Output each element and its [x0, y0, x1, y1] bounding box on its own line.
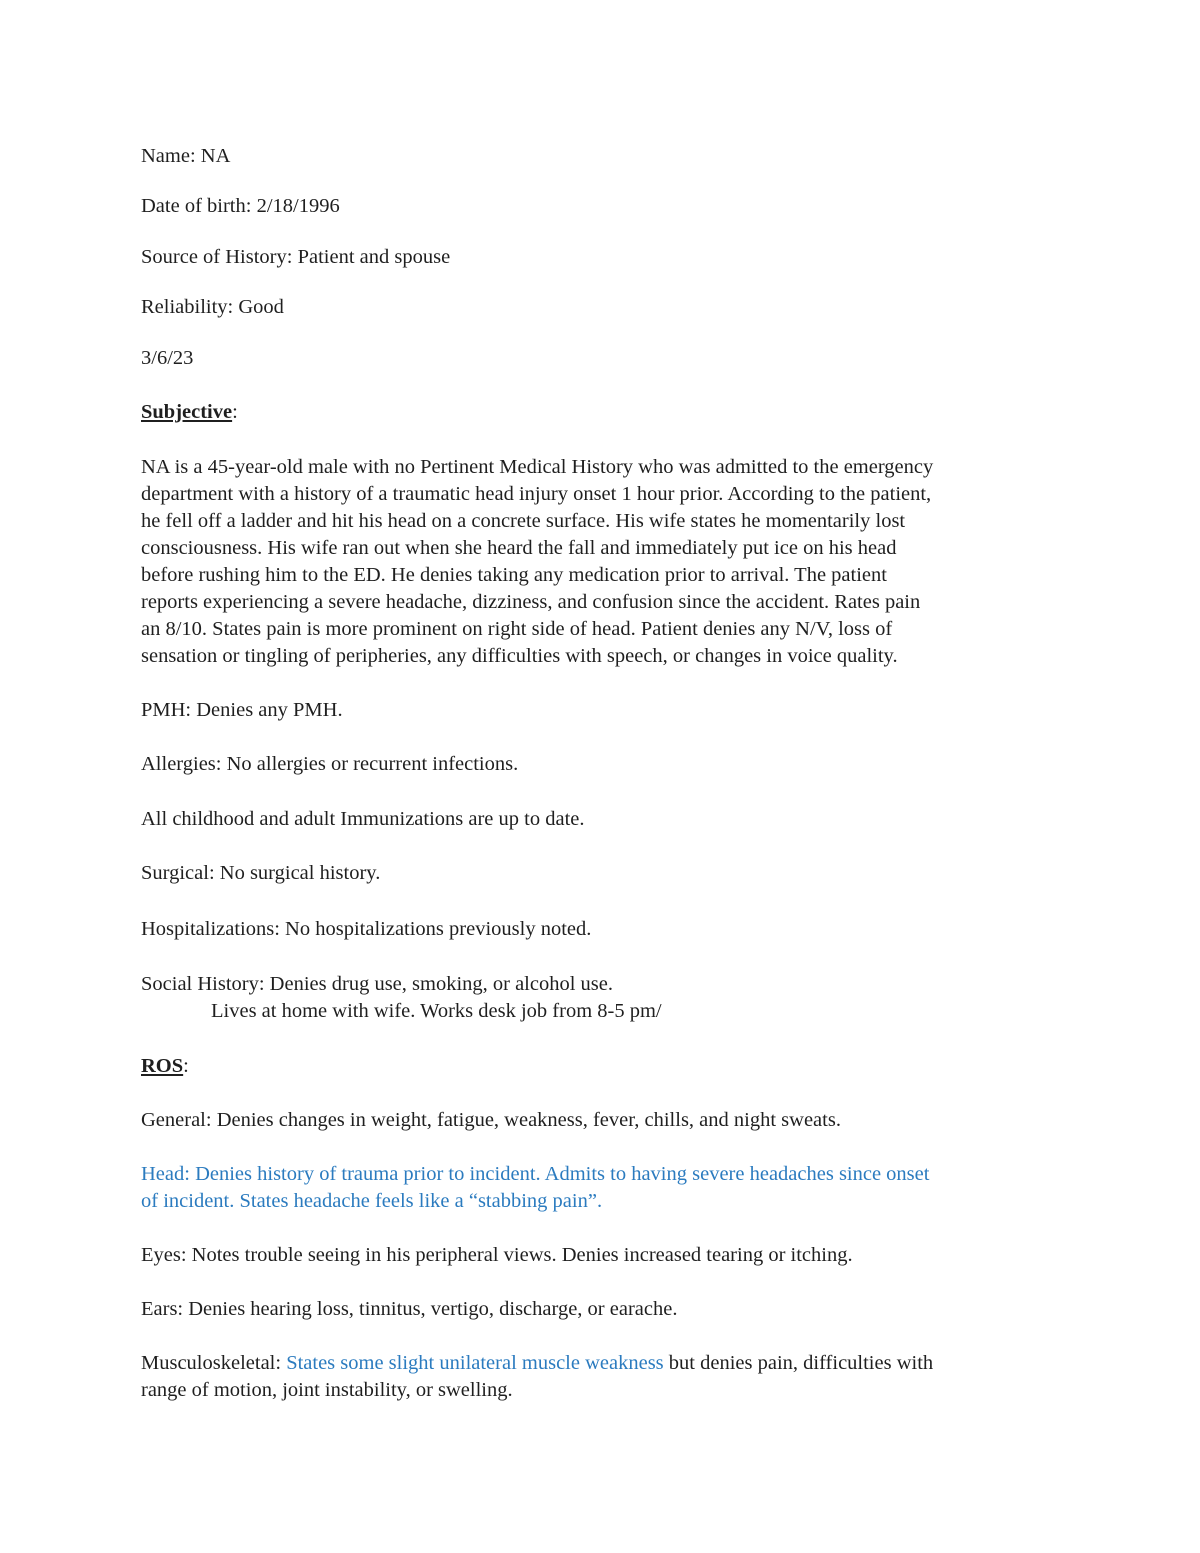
- ros-head-line: of incident. States headache feels like a “stabbing pain”.: [141, 1190, 603, 1212]
- ros-colon: :: [183, 1055, 189, 1077]
- immunizations: All childhood and adult Immunizations are up to date.: [141, 808, 585, 830]
- subjective-heading: Subjective: [141, 401, 233, 423]
- musculoskeletal-rest: but denies pain, difficulties with: [663, 1352, 934, 1374]
- allergies: Allergies: No allergies or recurrent infections.: [141, 753, 519, 775]
- pmh: PMH: Denies any PMH.: [141, 699, 343, 721]
- source-of-history: Source of History: Patient and spouse: [141, 246, 451, 268]
- ros-heading: ROS: [141, 1055, 184, 1077]
- musculoskeletal-highlight: States some slight unilateral muscle weakness: [286, 1352, 664, 1374]
- ros-musculoskeletal-line: [141, 1350, 933, 1377]
- hpi-line: department with a history of a traumatic head injury onset 1 hour prior. According to the patient,: [141, 483, 932, 505]
- visit-date: 3/6/23: [141, 347, 194, 369]
- hpi-line: sensation or tingling of peripheries, any difficulties with speech, or changes in voice quality.: [141, 645, 898, 667]
- social-history-detail: Lives at home with wife. Works desk job from 8-5 pm/: [211, 1000, 662, 1022]
- ros-ears: Ears: Denies hearing loss, tinnitus, vertigo, discharge, or earache.: [141, 1298, 678, 1320]
- ros-general: General: Denies changes in weight, fatigue, weakness, fever, chills, and night sweats.: [141, 1109, 841, 1131]
- surgical-history: Surgical: No surgical history.: [141, 862, 381, 884]
- subjective-colon: :: [232, 401, 238, 423]
- social-history: Social History: Denies drug use, smoking, or alcohol use.: [141, 973, 614, 995]
- ros-musculoskeletal-line: range of motion, joint instability, or swelling.: [141, 1379, 513, 1401]
- hpi-line: consciousness. His wife ran out when she heard the fall and immediately put ice on his head: [141, 537, 897, 559]
- ros-heading-line: [141, 1053, 189, 1080]
- date-of-birth: Date of birth: 2/18/1996: [141, 195, 340, 217]
- hpi-line: he fell off a ladder and hit his head on a concrete surface. His wife states he momentarily lost: [141, 510, 906, 532]
- ros-eyes: Eyes: Notes trouble seeing in his peripheral views. Denies increased tearing or itching.: [141, 1244, 853, 1266]
- hpi-line: an 8/10. States pain is more prominent on right side of head. Patient denies any N/V, loss of: [141, 618, 893, 640]
- musculoskeletal-label: Musculoskeletal:: [141, 1352, 287, 1374]
- hpi-line: NA is a 45-year-old male with no Pertinent Medical History who was admitted to the emergency: [141, 456, 934, 478]
- reliability: Reliability: Good: [141, 296, 284, 318]
- hpi-line: before rushing him to the ED. He denies taking any medication prior to arrival. The patient: [141, 564, 887, 586]
- ros-head-line: Head: Denies history of trauma prior to incident. Admits to having severe headaches since onset: [141, 1163, 930, 1185]
- hospitalizations: Hospitalizations: No hospitalizations previously noted.: [141, 918, 592, 940]
- hpi-line: reports experiencing a severe headache, dizziness, and confusion since the accident. Rates pain: [141, 591, 921, 613]
- patient-name: Name: NA: [141, 145, 231, 167]
- subjective-heading-line: [141, 399, 238, 426]
